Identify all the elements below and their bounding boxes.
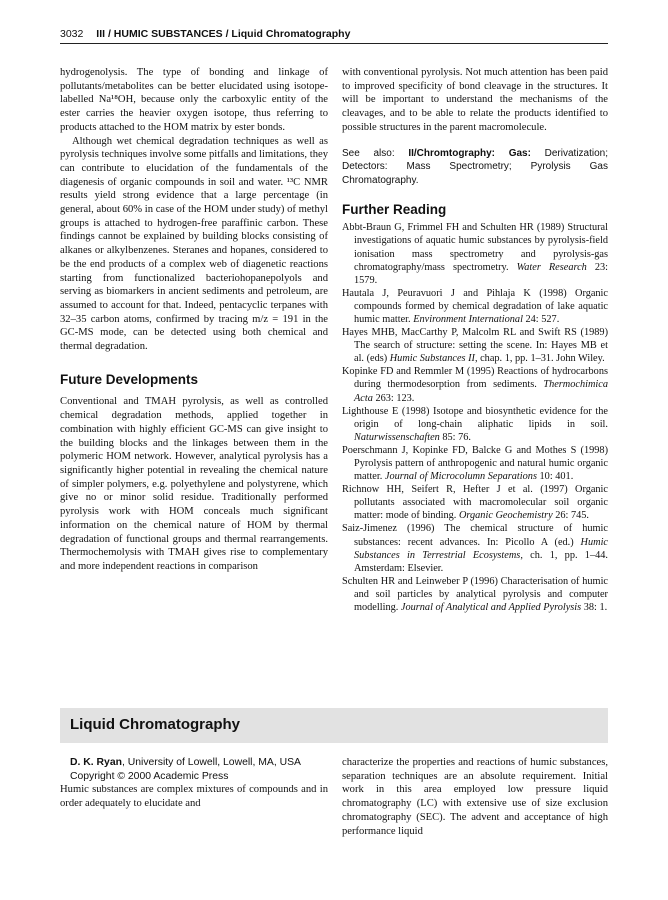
- reference-authors-title: Poerschmann J, Kopinke FD, Balcke G and Mothes S (1998) Pyrolysis pattern of anthropogenic and natural humic organic matter.: [342, 444, 608, 483]
- reference-journal: Journal of Microcolumn Separations: [384, 471, 537, 483]
- author-line: [60, 756, 328, 770]
- reference-volume-pages: 38: 1.: [581, 602, 608, 614]
- article-title-banner: [60, 708, 608, 743]
- reference-journal: Naturwissenschaften: [354, 431, 440, 443]
- paragraph: Although wet chemical degradation techniques as well as pyrolysis techniques involve some pitfalls and limitations, they can contribute to elucidation of the fundamentals of the diagenesis of organic compounds in soil and water. ¹³C NMR results yield strong evidence that a large percentage (in general, about 60% in case of the HOM under study) of methyl groups is attached to hydrogen-free paraffinic carbon. These findings cannot be explained by building blocks consisting of alkanes or alkylbenzenes. Steranes and hopanes, considered to be the end products of a complex web of diagenetic reactions starting from functionalized bacteriohopanepolyols and serving as biomarkers in ancient sediments and petroleum, are assumed to account for that. Indeed, pentacyclic terpanes with 32–35 carbon atoms, confirmed by tracing m/z = 191 in the GC-MS mode, can be detected using both chemical and thermal degradation.: [60, 135, 328, 353]
- paragraph: hydrogenolysis. The type of bonding and linkage of pollutants/metabolites can be better elucidated using isotope-labelled Na¹⁸OH, because only the carboxylic entity of the ester carries the heavier oxygen isotope, thus referring to products attached to the HOM matrix by ester bonds.: [60, 67, 328, 133]
- reference-volume-pages: 26: 745.: [552, 510, 589, 522]
- reference-item: [342, 575, 608, 614]
- reference-volume-pages: 263: 123.: [372, 392, 415, 404]
- running-title: III / HUMIC SUBSTANCES / Liquid Chromatography: [96, 28, 351, 40]
- reference-journal: Humic Substances in Terrestrial Ecosystems: [354, 536, 608, 561]
- reference-journal: Water Research: [516, 261, 587, 273]
- reference-volume-pages: , ch. 1, pp. 1–44. Amsterdam: Elsevier.: [354, 549, 608, 574]
- reference-volume-pages: 24: 527.: [522, 313, 560, 325]
- paragraph: Humic substances are complex mixtures of compounds and in order adequately to elucidate and: [60, 784, 328, 809]
- see-also: [342, 147, 608, 188]
- see-also-topics[interactable]: Derivatization; Detectors: Mass Spectrometry; Pyrolysis Gas Chromatography.: [342, 147, 608, 186]
- section-heading-further-reading: Further Reading: [342, 201, 447, 217]
- reference-item: [342, 326, 608, 365]
- section-heading-future-developments: Future Developments: [60, 371, 199, 387]
- paragraph: Conventional and TMAH pyrolysis, as well as controlled chemical degradation methods, applied together in combination with highly efficient GC-MS can give insight to the building blocks and the linkages between them in the polymeric HOM network. However, analytical pyrolysis has a significantly higher potential in revealing the chemical nature of simpler polymers, e.g. polyethylene and polystyrene, which give no or minor solid residue. Traditionally performed pyrolysis work with HOM conceals much significant information on the chemical nature of HOM by thermal degradation of functional groups and thermal rearrangements. Thermochemolysis with TMAH gives rise to complementary and more independent reactions in comparison: [60, 396, 328, 572]
- left-column-bottom: [60, 756, 328, 811]
- reference-authors-title: Hautala J, Peuravuori J and Pihlaja K (1998) Organic compounds formed by chemical degradation of lake aquatic humic matter.: [342, 287, 608, 325]
- reference-item: [342, 444, 608, 483]
- reference-volume-pages: 23: 1579.: [354, 261, 608, 286]
- see-also-link[interactable]: II/Chromtography: Gas:: [408, 147, 531, 159]
- reference-item: [342, 522, 608, 574]
- reference-authors-title: Kopinke FD and Remmler M (1995) Reactions of hydrocarbons during thermodesorption from sediments.: [342, 366, 608, 391]
- right-column-bottom: [342, 756, 608, 838]
- article-title: Liquid Chromatography: [70, 716, 240, 733]
- reference-journal: Journal of Analytical and Applied Pyrolysis: [400, 602, 582, 614]
- running-header: [60, 28, 608, 44]
- reference-authors-title: Saiz-Jimenez (1996) The chemical structure of humic substances: recent advances. In: Picollo A (ed.): [342, 523, 608, 548]
- reference-journal: Humic Substances II: [389, 353, 475, 365]
- paragraph: characterize the properties and reactions of humic substances, separation techniques are an absolute requirement. Initial work in this area employed low pressure liquid chromatography (LC) with extensive use of size exclusion chromatography (SEC). The advent and acceptance of high performance liquid: [342, 757, 608, 837]
- reference-authors-title: Schulten HR and Leinweber P (1996) Characterisation of humic and soil particles by analytical pyrolysis and computer modelling.: [342, 575, 608, 614]
- reference-item: [342, 483, 608, 522]
- reference-volume-pages: 85: 76.: [439, 431, 471, 443]
- reference-authors-title: Abbt-Braun G, Frimmel FH and Schulten HR (1989) Structural investigations of aquatic humic substances by pyrolysis-field ionisation mass spectrometry and pyrolysis-gas chromatography/mass spectrometry.: [342, 222, 608, 273]
- paragraph: with conventional pyrolysis. Not much attention has been paid to improved specificity of bond cleavage in the structures. It will be important to understand the mechanisms of the cleavages, and to be able to relate the products identified to possible structures in the parent macromolecule.: [342, 67, 608, 133]
- reference-volume-pages: , chap. 1, pp. 1–31. John Wiley.: [474, 353, 605, 365]
- reference-authors-title: Lighthouse E (1998) Isotope and biosynthetic evidence for the origin of long-chain aliphatic lipids in soil.: [342, 405, 608, 430]
- reference-item: [342, 365, 608, 404]
- see-also-label: See also:: [342, 147, 395, 159]
- reference-journal: Thermochimica Acta: [354, 379, 608, 404]
- left-column-top: [60, 66, 328, 574]
- copyright: Copyright © 2000 Academic Press: [70, 770, 229, 782]
- author-affiliation: , University of Lowell, Lowell, MA, USA: [121, 757, 301, 768]
- reference-item: [342, 405, 608, 444]
- right-column-top: [342, 66, 608, 614]
- reference-item: [342, 287, 608, 326]
- author-name: D. K. Ryan: [70, 757, 122, 768]
- reference-journal: Environment International: [413, 313, 523, 325]
- reference-item: [342, 221, 608, 286]
- page-number: 3032: [60, 28, 84, 40]
- reference-volume-pages: 10: 401.: [536, 471, 574, 483]
- reference-authors-title: Richnow HH, Seifert R, Hefter J et al. (1997) Organic pollutants associated with macromolecular soil organic matter: mode of binding.: [342, 484, 608, 522]
- reference-list: [342, 221, 608, 614]
- reference-authors-title: Hayes MHB, MacCarthy P, Malcolm RL and Swift RS (1989) The search of structure: setting the scene. In: Hayes MB et al. (eds): [342, 327, 608, 365]
- reference-journal: Organic Geochemistry: [458, 510, 553, 522]
